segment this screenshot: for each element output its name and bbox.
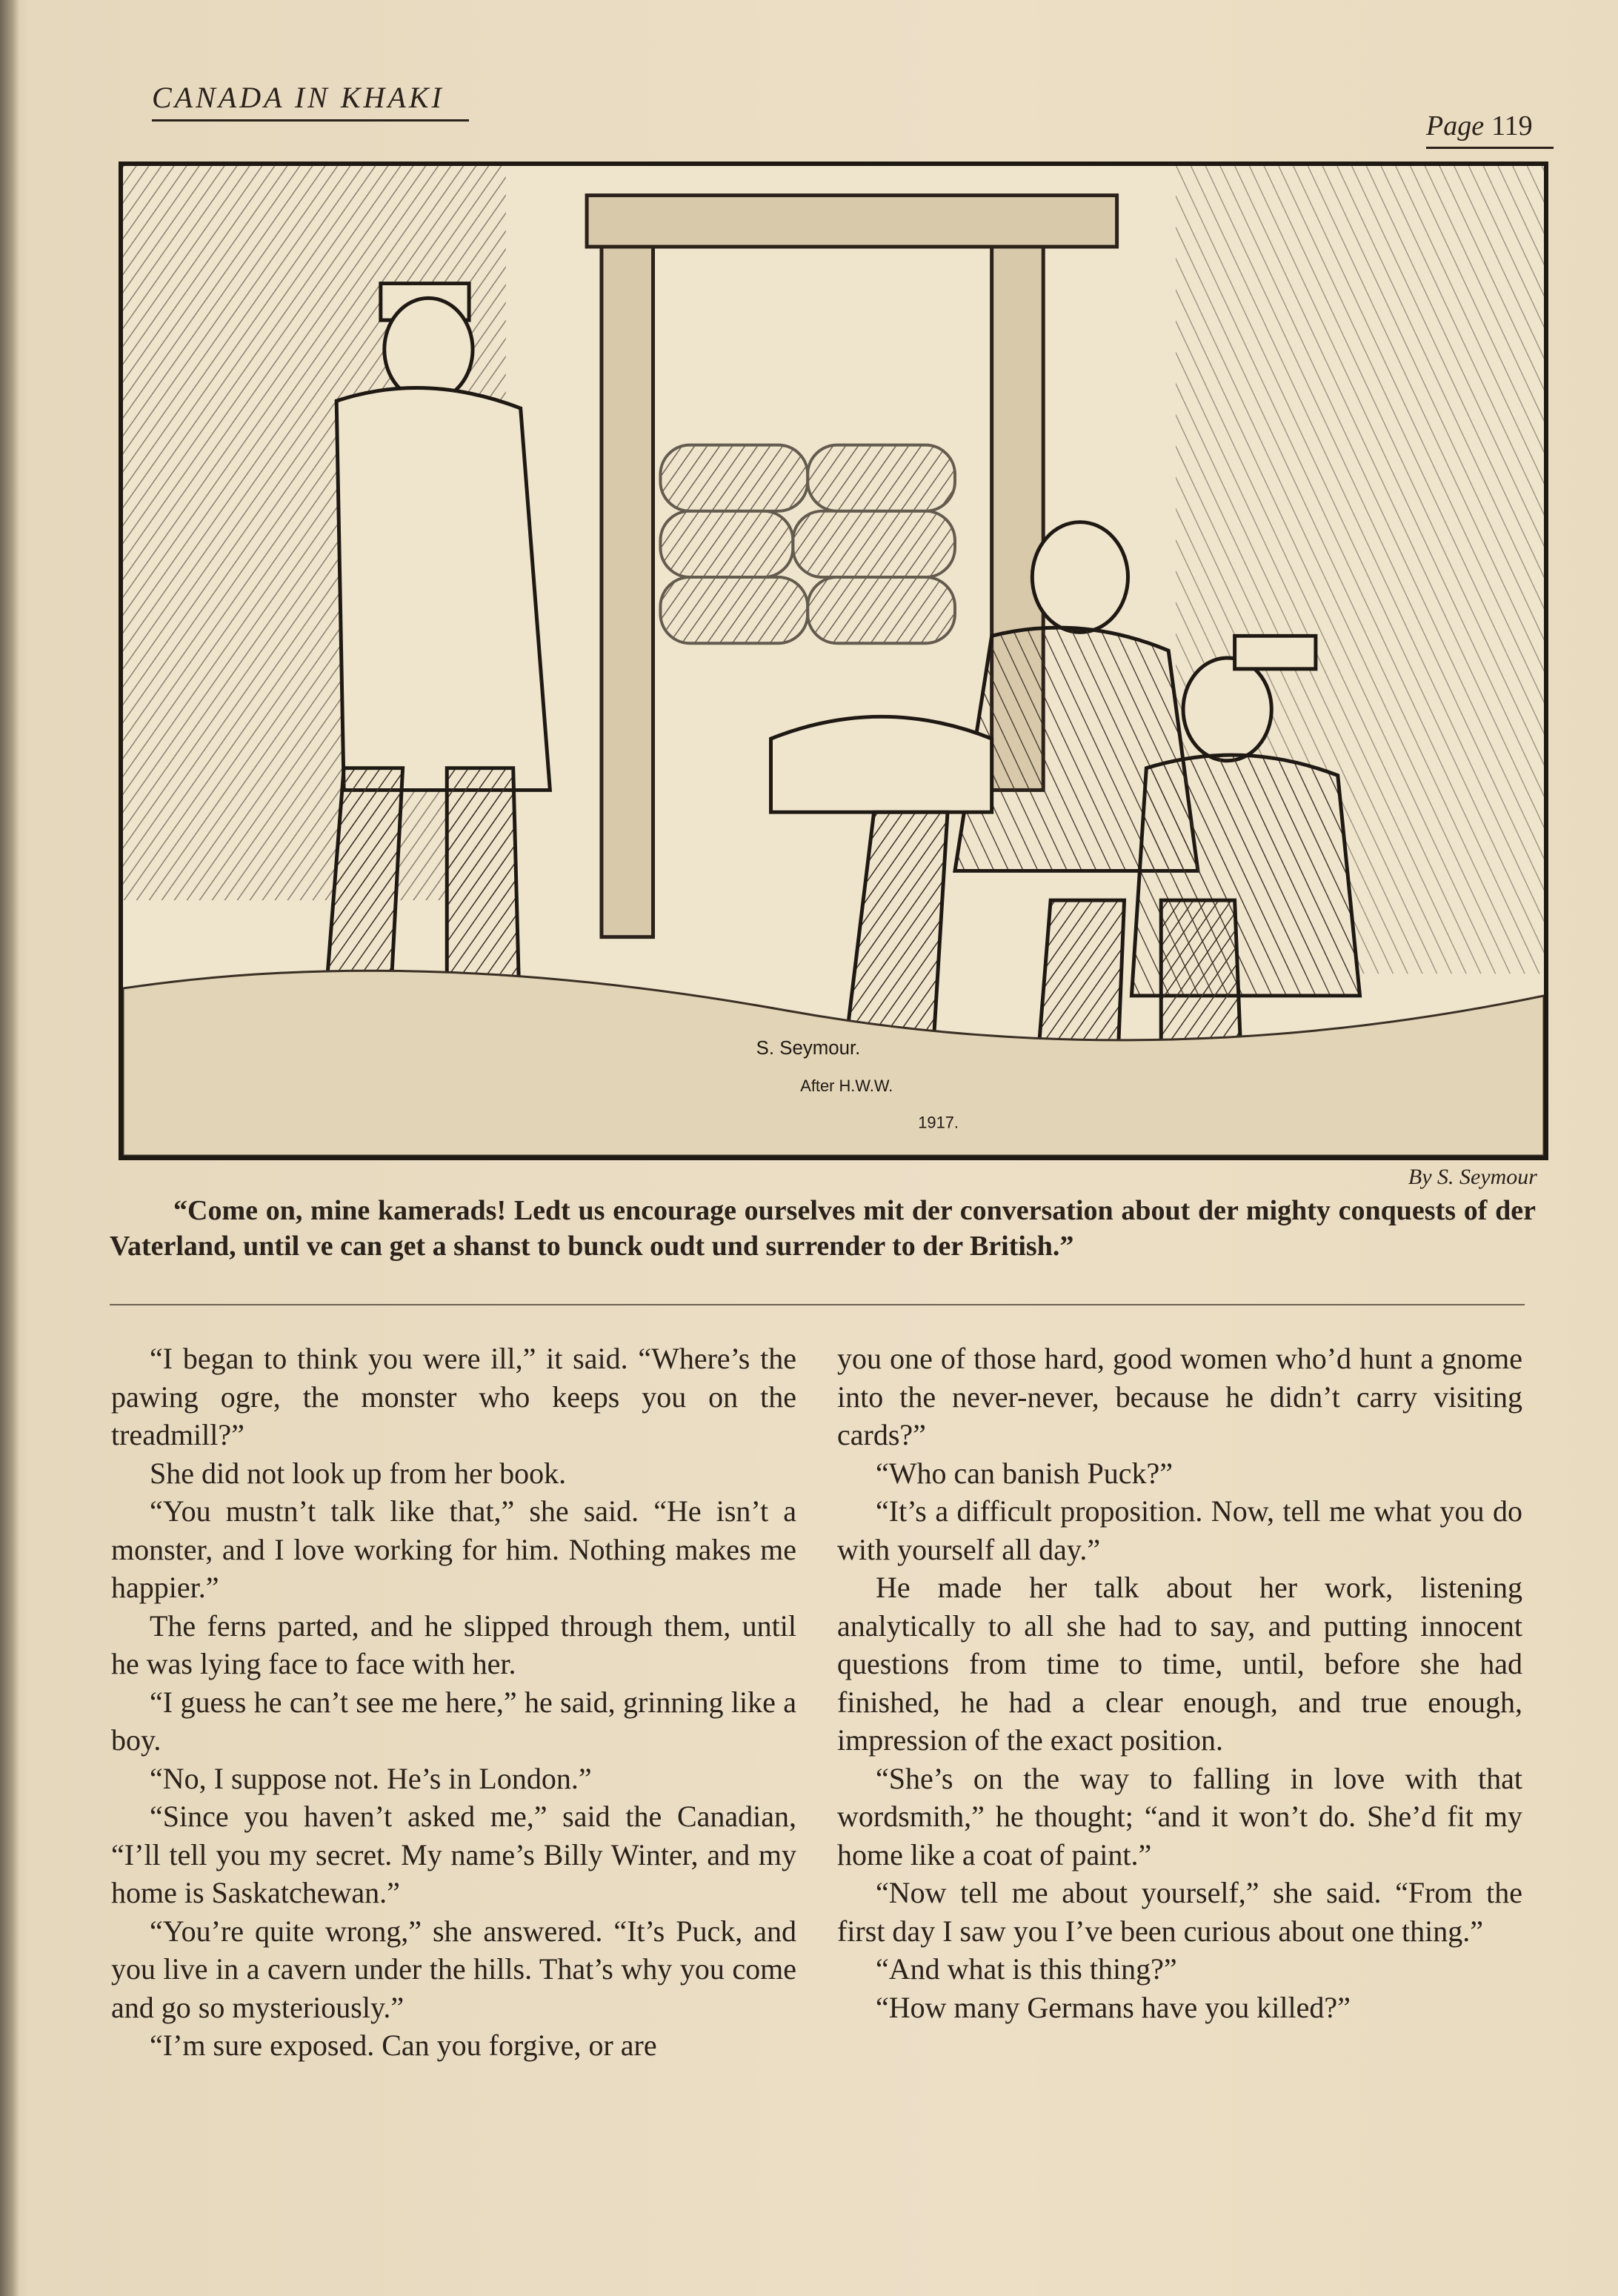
paragraph: He made her talk about her work, listening analytically to all she had to say, and putting innocent questions from time to time, until, before she had finished, he had a clear enough, and true enough, impression of the exact position.: [837, 1571, 1522, 1757]
paragraph: “Who can banish Puck?”: [876, 1456, 1173, 1490]
dugout-drawing: [123, 166, 1544, 1156]
paragraph: “No, I suppose not. He’s in London.”: [150, 1761, 592, 1795]
cartoon-illustration: [119, 162, 1548, 1160]
signature-line1: S. Seymour.: [756, 1038, 861, 1059]
signature-line2: After H.W.W.: [800, 1076, 893, 1095]
signature-year: 1917.: [918, 1113, 959, 1132]
page-label: Page: [1426, 110, 1485, 142]
text-column-right: [837, 1340, 1522, 2026]
paragraph: “She’s on the way to falling in love with that wordsmith,” he thought; “and it won’t do. She’d fit my home like a coat of paint.”: [837, 1761, 1522, 1871]
paragraph: She did not look up from her book.: [150, 1456, 567, 1490]
binding-spine: [0, 0, 19, 2296]
paragraph: “You’re quite wrong,” she answered. “It’s Puck, and you live in a cavern under the hills. That’s why you come and go so mysteriously.”: [111, 1914, 796, 2024]
paragraph: “I began to think you were ill,” it said. “Where’s the pawing ogre, the monster who keeps you on the treadmill?”: [111, 1342, 796, 1451]
text-column-left: [111, 1340, 796, 2065]
running-title: CANADA IN KHAKI: [152, 80, 469, 122]
paragraph: “Since you haven’t asked me,” said the Canadian, “I’ll tell you my secret. My name’s Billy Winter, and my home is Saskatchewan.”: [111, 1800, 796, 1909]
paragraph: “How many Germans have you killed?”: [876, 1990, 1351, 2024]
page-number-value: 119: [1491, 110, 1533, 142]
paragraph: “Now tell me about yourself,” she said. “From the first day I saw you I’ve been curious about one thing.”: [837, 1876, 1522, 1948]
paragraph: “I guess he can’t see me here,” he said, grinning like a boy.: [111, 1685, 796, 1757]
paragraph: The ferns parted, and he slipped through them, until he was lying face to face with her.: [111, 1608, 796, 1680]
paragraph: “You mustn’t talk like that,” she said. “He isn’t a monster, and I love working for him. Nothing makes me happier.”: [111, 1494, 796, 1604]
section-divider: [110, 1304, 1525, 1305]
cartoon-caption: “Come on, mine kamerads! Ledt us encourage ourselves mit der conversation about der mighty conquests of der Vaterland, until ve can get a shanst to bunck oudt und surrender to der British.”: [110, 1195, 1536, 1262]
paragraph: “It’s a difficult proposition. Now, tell me what you do with yourself all day.”: [837, 1494, 1522, 1566]
paragraph: “And what is this thing?”: [876, 1952, 1177, 1986]
paragraph: “I’m sure exposed. Can you forgive, or are: [150, 2029, 657, 2062]
paragraph-continued: you one of those hard, good women who’d hunt a gnome into the never-never, because he didn’t carry visiting cards?”: [837, 1342, 1522, 1451]
illustration-credit: By S. Seymour: [1408, 1165, 1537, 1189]
page-number: [1426, 110, 1554, 149]
